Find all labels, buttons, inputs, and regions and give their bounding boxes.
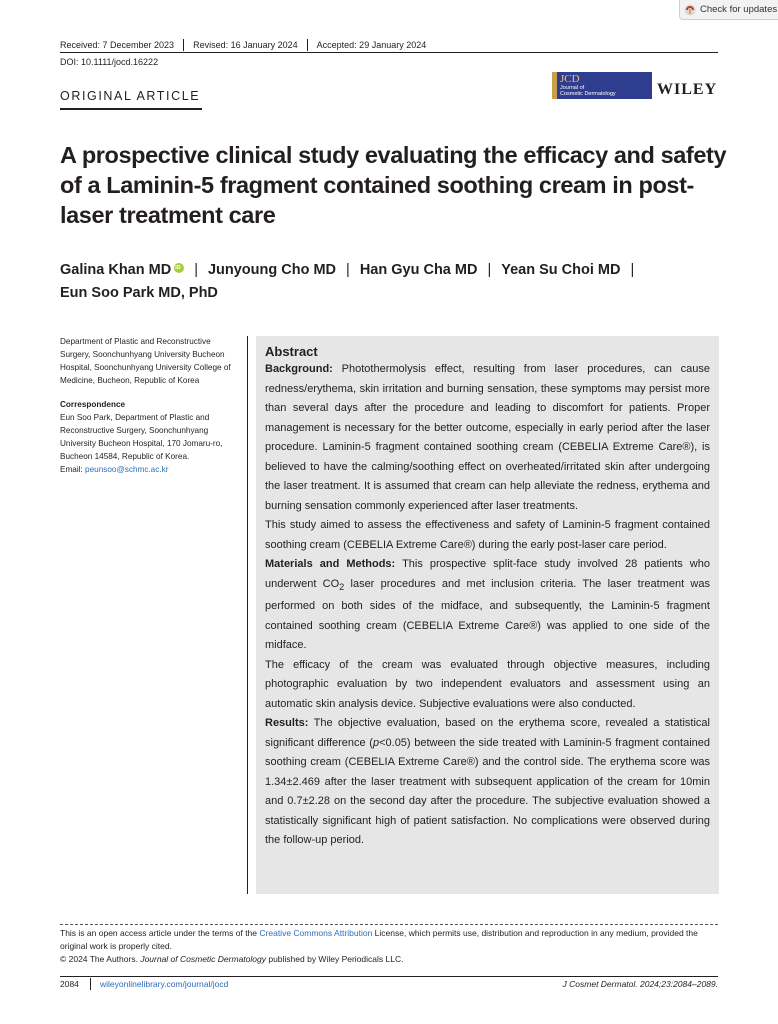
email-label: Email: [60,465,83,474]
divider [183,39,184,51]
article-type: ORIGINAL ARTICLE [60,89,201,103]
author-separator: | [487,262,492,278]
abstract-results [265,714,710,851]
abstract-aim: This study aimed to assess the effectiveness and safety of Laminin-5 fragment contained soothing cream (CEBELIA Extreme Care®) during the early post-laser care period. [265,519,710,551]
footer-rule [60,976,718,977]
author-list [60,259,720,305]
author-name[interactable]: Junyoung Cho MD [207,262,337,278]
affiliation-column [60,335,242,476]
methods-text-cont: laser procedures and met inclusion criteria. The laser treatment was performed on both sides of the midface, and subsequently, the Laminin-5 fragment contained soothing cream (CEBELIA Extreme Care®) was applied to one side of the midface. [265,577,710,652]
accepted-date: Accepted: 29 January 2024 [316,40,427,50]
author-separator: | [630,262,635,278]
journal-name-line1: Journal of [560,85,585,91]
check-for-updates-label: Check for updates [700,4,778,15]
journal-abbr: JCD [560,73,580,85]
methods-label: Materials and Methods: [265,558,396,570]
correspondence-heading: Correspondence [60,400,126,409]
results-text-cont: <0.05) between the side treated with Laminin-5 fragment contained soothing cream (CEBELIA Extreme Care®) and the control side. The erythema score was 1.34±2.469 after the laser treatment with subsequent application of the cream for 10min and 0.7±2.28 on the second day after the procedure. The subjective evaluation showed a statistically significant high of patient satisfaction. No complications were observed during the follow-up period. [265,736,710,847]
footnote-rule [60,924,718,925]
license-text [60,927,720,953]
footer-divider [90,978,91,990]
author-name[interactable]: Eun Soo Park MD, PhD [60,285,218,301]
email-link[interactable]: peunsoo@schmc.ac.kr [85,465,169,474]
results-text: The objective evaluation, based on the erythema score, revealed a statistical significant difference ( [265,717,710,749]
p-value-symbol: p [372,736,380,749]
abstract-methods [265,555,710,656]
author-name[interactable]: Yean Su Choi MD [501,262,621,278]
journal-logo[interactable] [552,72,652,99]
abstract-methods-2: The efficacy of the cream was evaluated through objective measures, including photographic evaluation by two independent evaluators and assessment using an automatic skin analysis device. Subjective evaluations were also conducted. [265,658,710,710]
license-text-part: This is an open access article under the terms of the [60,928,260,938]
column-divider [247,336,248,894]
doi[interactable]: DOI: 10.1111/jocd.16222 [60,57,159,67]
article-type-underline [60,108,202,110]
received-date: Received: 7 December 2023 [60,40,175,50]
methods-subscript: 2 [339,581,345,592]
results-label: Results: [265,717,309,730]
correspondence-text: Eun Soo Park, Department of Plastic and Reconstructive Surgery, Soonchunhyang University Bucheon Hospital, 170 Jomaru-ro, Bucheon 14584, Republic of Korea. [60,413,223,461]
methods-text: This prospective split-face study involved 28 patients who underwent CO [265,558,710,590]
update-icon [684,4,696,16]
correspondence-email-line [60,463,242,476]
revised-date: Revised: 16 January 2024 [193,40,298,50]
abstract-heading: Abstract [265,344,318,359]
affiliation: Department of Plastic and Reconstructive Surgery, Soonchunhyang University Bucheon Hospital, Soonchunhyang University College of Medicine, Bucheon, Republic of Korea [60,337,231,385]
page-number: 2084 [60,979,79,989]
journal-url-link[interactable]: wileyonlinelibrary.com/journal/jocd [100,979,229,989]
publisher-logo[interactable]: WILEY [657,81,718,98]
license-footnote [60,927,720,966]
journal-name-line2: Cosmetic Dermatology [560,90,616,97]
author-separator: | [346,262,350,278]
copyright-text [60,953,720,966]
logo-accent-bar [552,72,557,99]
dates-line [60,38,718,52]
divider [307,39,308,51]
license-link[interactable]: Creative Commons Attribution [259,928,373,938]
license-text-part: License, which permits use, distribution and reproduction in any medium, provided the original work is properly cited. [60,928,698,951]
author-name[interactable]: Galina Khan MD [60,262,172,278]
author-name[interactable]: Han Gyu Cha MD [359,262,478,278]
copyright-journal: Journal of Cosmetic Dermatology [140,954,266,964]
orcid-icon[interactable] [174,263,184,273]
citation: J Cosmet Dermatol. 2024;23:2084–2089. [562,979,718,989]
copyright-part: published by Wiley Periodicals LLC. [265,954,404,964]
header-rule [60,52,718,53]
author-separator: | [194,262,198,278]
abstract-box [256,336,719,894]
background-label: Background: [265,363,333,375]
abstract-background [265,360,710,516]
copyright-part: © 2024 The Authors. [60,954,141,964]
article-title: A prospective clinical study evaluating the efficacy and safety of a Laminin-5 fragment contained soothing cream in post-laser treatment care [60,142,727,228]
background-text: Photothermolysis effect, resulting from laser procedures, can cause redness/erythema, skin irritation and burning sensation, these symptoms may persist more than several days after the procedure and leading to discomfort for patients. Proper management is necessary for the better outcome, especially in early period after the laser procedure. Laminin-5 fragment contained soothing cream (CEBELIA Extreme Care®), is believed to have the calming/soothing effect on overheated/irritated skin after undergoing the laser treatment. It is assumed that cream can help alleviate the redness, erythema and burning sensation commonly experienced after laser treatments. [265,363,710,512]
check-for-updates-button[interactable] [679,0,778,20]
